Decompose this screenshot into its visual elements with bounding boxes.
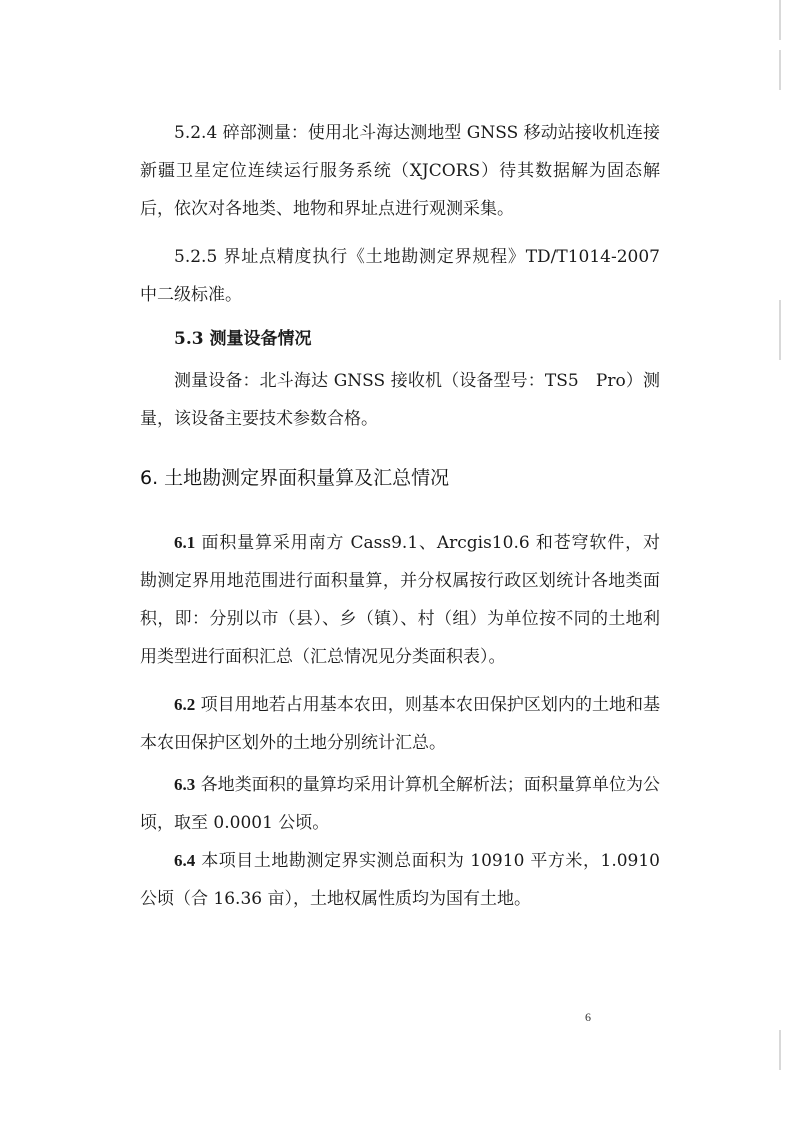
scan-edge-mark <box>779 0 781 40</box>
paragraph-6-1-text: 面积量算采用南方 Cass9.1、Arcgis10.6 和苍穹软件，对勘测定界用地范围进行面积量算，并分权属按行政区划统计各地类面积，即：分别以市（县）、乡（镇）、村（组）为单位按不同的土地利用类型进行面积汇总（汇总情况见分类面积表）。 <box>140 533 660 667</box>
paragraph-6-2 <box>140 686 660 762</box>
scan-edge-mark <box>779 300 781 360</box>
paragraph-5-2-4: 5.2.4 碎部测量：使用北斗海达测地型 GNSS 移动站接收机连接新疆卫星定位连续运行服务系统（XJCORS）待其数据解为固态解后，依次对各地类、地物和界址点进行观测采集。 <box>140 123 660 219</box>
paragraph-6-2-text: 项目用地若占用基本农田，则基本农田保护区划内的土地和基本农田保护区划外的土地分别统计汇总。 <box>140 695 660 753</box>
paragraph-6-3 <box>140 766 660 842</box>
paragraph-6-1-number: 6.1 <box>174 533 196 552</box>
paragraph-6-4-number: 6.4 <box>174 851 196 870</box>
section-5-3-title: 5.3 测量设备情况 <box>174 329 312 349</box>
scan-edge-mark <box>779 1030 781 1070</box>
paragraph-6-2-number: 6.2 <box>174 695 196 714</box>
paragraph-5-2-5: 5.2.5 界址点精度执行《土地勘测定界规程》TD/T1014-2007 中二级标准。 <box>140 247 660 305</box>
scan-edge-mark <box>779 50 781 90</box>
paragraph-6-4-text: 本项目土地勘测定界实测总面积为 10910 平方米，1.0910 公顷（合 16.36 亩），土地权属性质均为国有土地。 <box>140 851 660 909</box>
section-6-heading: 6. 土地勘测定界面积量算及汇总情况 <box>140 467 450 489</box>
page-number: 6 <box>585 1010 591 1024</box>
paragraph-6-3-text: 各地类面积的量算均采用计算机全解析法；面积量算单位为公顷，取至 0.0001 公顷。 <box>140 775 660 833</box>
paragraph-5-3-body: 测量设备：北斗海达 GNSS 接收机（设备型号：TS5 Pro）测量，该设备主要技术参数合格。 <box>140 371 660 429</box>
paragraph-6-1 <box>140 524 660 676</box>
paragraph-6-3-number: 6.3 <box>174 775 196 794</box>
paragraph-6-4 <box>140 842 660 918</box>
